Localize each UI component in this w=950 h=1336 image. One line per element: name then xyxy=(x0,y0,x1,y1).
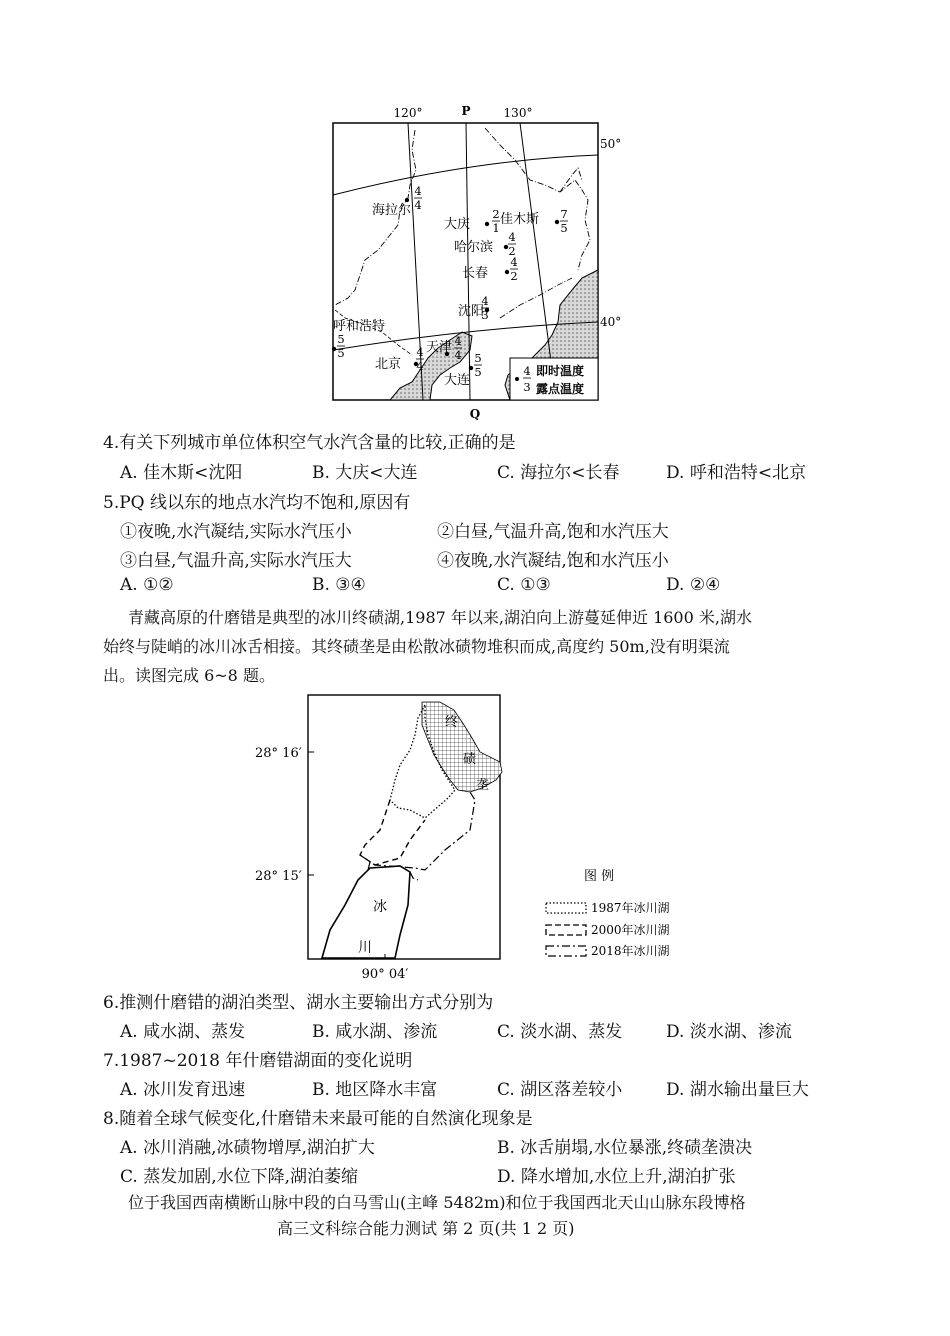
q5-option-a[interactable]: A. ①② xyxy=(120,575,174,595)
q5-option-b[interactable]: B. ③④ xyxy=(312,575,366,595)
huhehaote-dew: 5 xyxy=(337,346,345,360)
shimocuo-lake-map xyxy=(250,690,710,990)
q5-option-d[interactable]: D. ②④ xyxy=(666,575,721,595)
q7-stem: 7.1987~2018 年什磨错湖面的变化说明 xyxy=(103,1051,413,1071)
q6-option-c[interactable]: C. 淡水湖、蒸发 xyxy=(497,1022,623,1042)
dalian-dew: 5 xyxy=(474,365,482,379)
q4-option-a[interactable]: A. 佳木斯<沈阳 xyxy=(120,463,243,483)
q4-option-d[interactable]: D. 呼和浩特<北京 xyxy=(666,463,807,483)
q4-option-c[interactable]: C. 海拉尔<长春 xyxy=(497,463,620,483)
lat-28-16-label: 28° 16′ xyxy=(255,746,302,761)
hailaer-dew: 4 xyxy=(414,198,422,212)
q5-item-4: ④夜晚,水汽凝结,饱和水汽压小 xyxy=(437,551,669,571)
lat-28-15-label: 28° 15′ xyxy=(255,869,302,884)
q8-option-b[interactable]: B. 冰舌崩塌,水位暴涨,终碛垄溃决 xyxy=(497,1138,753,1158)
legend-title: 图 例 xyxy=(584,869,615,884)
q8-option-a[interactable]: A. 冰川消融,冰碛物增厚,湖泊扩大 xyxy=(120,1138,375,1158)
glacier-char-2: 川 xyxy=(358,940,372,956)
hailaer-temp: 4 xyxy=(414,184,422,198)
passage-line-3: 出。读图完成 6~8 题。 xyxy=(103,666,275,685)
q8-option-d[interactable]: D. 降水增加,水位上升,湖泊扩张 xyxy=(497,1167,736,1187)
q7-option-a[interactable]: A. 冰川发育迅速 xyxy=(120,1080,246,1100)
city-name-tianjin: 天津 xyxy=(426,340,453,355)
city-name-daqing: 大庆 xyxy=(444,217,471,232)
lat-50-label: 50° xyxy=(600,137,622,151)
q5-item-3: ③白昼,气温升高,实际水汽压大 xyxy=(120,551,352,571)
legend-bottom-num: 3 xyxy=(523,380,531,394)
changchun-dew: 2 xyxy=(510,269,518,283)
shenyang-temp: 4 xyxy=(481,294,489,308)
q4-option-b[interactable]: B. 大庆<大连 xyxy=(312,463,418,483)
legend-2018: 2018年冰川湖 xyxy=(591,944,670,958)
q8-stem: 8.随着全球气候变化,什磨错未来最可能的自然演化现象是 xyxy=(103,1109,533,1129)
daqing-dew: 1 xyxy=(492,221,500,235)
city-name-harbin: 哈尔滨 xyxy=(454,240,494,255)
lon-90-04-label: 90° 04′ xyxy=(361,967,409,982)
lat-40-label: 40° xyxy=(600,315,622,329)
legend-2000: 2000年冰川湖 xyxy=(591,923,670,937)
legend-instant-temp: 即时温度 xyxy=(536,364,585,378)
beijing-dew: 4 xyxy=(416,359,424,373)
jiamusi-dew: 5 xyxy=(560,221,568,235)
legend-dew-point: 露点温度 xyxy=(536,382,585,396)
city-name-hailaer: 海拉尔 xyxy=(372,203,412,218)
moraine-char-2: 碛 xyxy=(463,752,477,767)
q7-option-c[interactable]: C. 湖区落差较小 xyxy=(497,1080,623,1100)
city-name-jiamusi: 佳木斯 xyxy=(500,212,540,227)
city-name-shenyang: 沈阳 xyxy=(458,304,485,319)
next-passage-line: 位于我国西南横断山脉中段的白马雪山(主峰 5482m)和位于我国西北天山山脉东段博格 xyxy=(128,1193,746,1212)
city-name-huhehaote: 呼和浩特 xyxy=(333,319,386,334)
legend-1987: 1987年冰川湖 xyxy=(591,901,670,915)
huhehaote-temp: 5 xyxy=(337,332,345,346)
q8-option-c[interactable]: C. 蒸发加剧,水位下降,湖泊萎缩 xyxy=(120,1167,359,1187)
lon-130-label: 130° xyxy=(503,106,533,120)
shenyang-dew: 3 xyxy=(481,308,489,322)
beijing-temp: 4 xyxy=(416,345,424,359)
legend-top-num: 4 xyxy=(523,364,531,378)
tianjin-dew: 4 xyxy=(454,348,462,362)
q7-option-d[interactable]: D. 湖水输出量巨大 xyxy=(666,1080,809,1100)
glacier-char-1: 冰 xyxy=(373,899,387,915)
moraine-char-3: 垄 xyxy=(476,778,490,793)
q7-option-b[interactable]: B. 地区降水丰富 xyxy=(312,1080,438,1100)
q5-stem: 5.PQ 线以东的地点水汽均不饱和,原因有 xyxy=(103,493,411,513)
city-name-beijing: 北京 xyxy=(375,357,402,372)
q6-option-a[interactable]: A. 咸水湖、蒸发 xyxy=(120,1022,246,1042)
harbin-dew: 2 xyxy=(508,244,516,258)
city-name-changchun: 长春 xyxy=(462,266,489,281)
p-label: P xyxy=(461,104,471,118)
q6-option-b[interactable]: B. 咸水湖、渗流 xyxy=(312,1022,438,1042)
jiamusi-temp: 7 xyxy=(560,207,568,221)
q5-option-c[interactable]: C. ①③ xyxy=(497,575,551,595)
dalian-temp: 5 xyxy=(474,351,482,365)
harbin-temp: 4 xyxy=(508,230,516,244)
city-name-dalian: 大连 xyxy=(444,373,471,388)
passage-line-1: 青藏高原的什磨错是典型的冰川终碛湖,1987 年以来,湖泊向上游蔓延伸近 1600 米,湖水 xyxy=(128,608,752,627)
northeast-china-map xyxy=(320,100,630,422)
lon-120-label: 120° xyxy=(393,106,423,120)
q5-item-2: ②白昼,气温升高,饱和水汽压大 xyxy=(437,522,669,542)
page-footer: 高三文科综合能力测试 第 2 页(共 1 2 页) xyxy=(277,1219,575,1238)
moraine-char-1: 终 xyxy=(445,715,459,730)
q5-item-1: ①夜晚,水汽凝结,实际水汽压小 xyxy=(120,522,352,542)
daqing-temp: 2 xyxy=(492,207,500,221)
q-label: Q xyxy=(469,407,481,421)
q6-stem: 6.推测什磨错的湖泊类型、湖水主要输出方式分别为 xyxy=(103,993,494,1013)
q4-stem: 4.有关下列城市单位体积空气水汽含量的比较,正确的是 xyxy=(103,433,516,453)
q6-option-d[interactable]: D. 淡水湖、渗流 xyxy=(666,1022,792,1042)
passage-line-2: 始终与陡峭的冰川冰舌相接。其终碛垄是由松散冰碛物堆积而成,高度约 50m,没有明渠流 xyxy=(103,637,730,656)
tianjin-temp: 4 xyxy=(454,334,462,348)
changchun-temp: 4 xyxy=(510,255,518,269)
